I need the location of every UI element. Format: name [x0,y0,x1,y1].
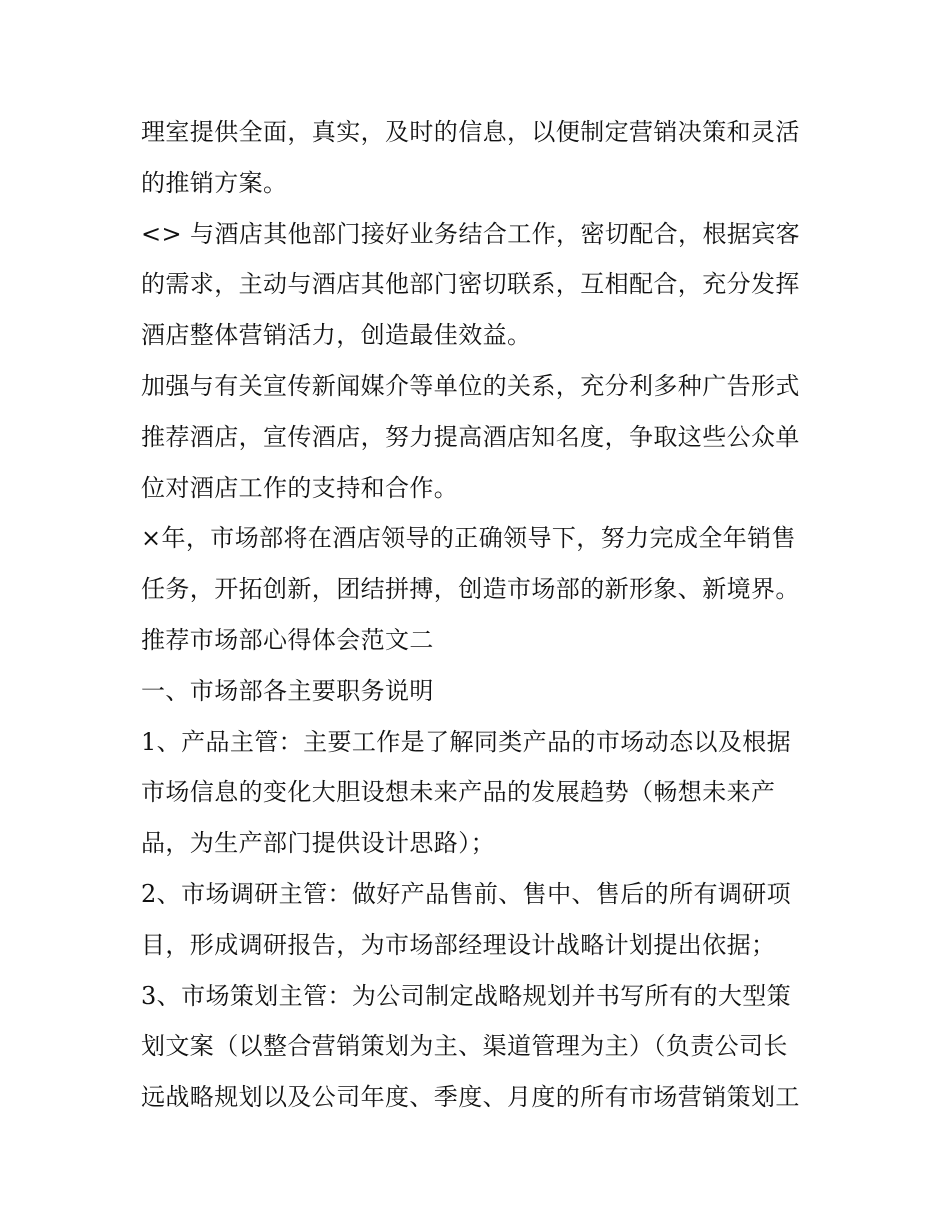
text-line: 远战略规划以及公司年度、季度、月度的所有市场营销策划工 [141,1083,800,1112]
text-line: 3、市场策划主管：为公司制定战略规划并书写所有的大型策 [141,981,792,1010]
text-line: 酒店整体营销活力，创造最佳效益。 [141,321,532,350]
text-line: 的推销方案。 [141,168,288,197]
text-line: 位对酒店工作的支持和合作。 [141,473,459,502]
section-heading: 一、市场部各主要职务说明 [141,676,434,705]
text-line: 的需求，主动与酒店其他部门密切联系，互相配合，充分发挥 [141,270,800,299]
text-line: 理室提供全面，真实，及时的信息，以便制定营销决策和灵活 [141,118,800,146]
text-line: 市场信息的变化大胆设想未来产品的发展趋势（畅想未来产 [141,778,776,807]
section-title: 推荐市场部心得体会范文二 [141,625,434,654]
text-line: 推荐酒店，宣传酒店，努力提高酒店知名度，争取这些公众单 [141,422,800,451]
text-line: 2、市场调研主管：做好产品售前、售中、售后的所有调研项 [141,879,792,908]
text-line: 任务，开拓创新，团结拼搏，创造市场部的新形象、新境界。 [141,575,800,604]
text-line: 品，为生产部门提供设计思路）； [141,829,495,858]
text-line: 划文案（以整合营销策划为主、渠道管理为主）（负责公司长 [141,1032,788,1061]
text-line: 加强与有关宣传新闻媒介等单位的关系，充分利多种广告形式 [141,371,800,400]
text-line: 1、产品主管：主要工作是了解同类产品的市场动态以及根据 [141,727,792,756]
text-line: ×年，市场部将在酒店领导的正确领导下，努力完成全年销售 [141,524,796,553]
text-line: <> 与酒店其他部门接好业务结合工作，密切配合，根据宾客 [141,219,801,248]
document-body [141,107,821,1123]
text-line: 目，形成调研报告，为市场部经理设计战略计划提出依据； [141,930,776,959]
